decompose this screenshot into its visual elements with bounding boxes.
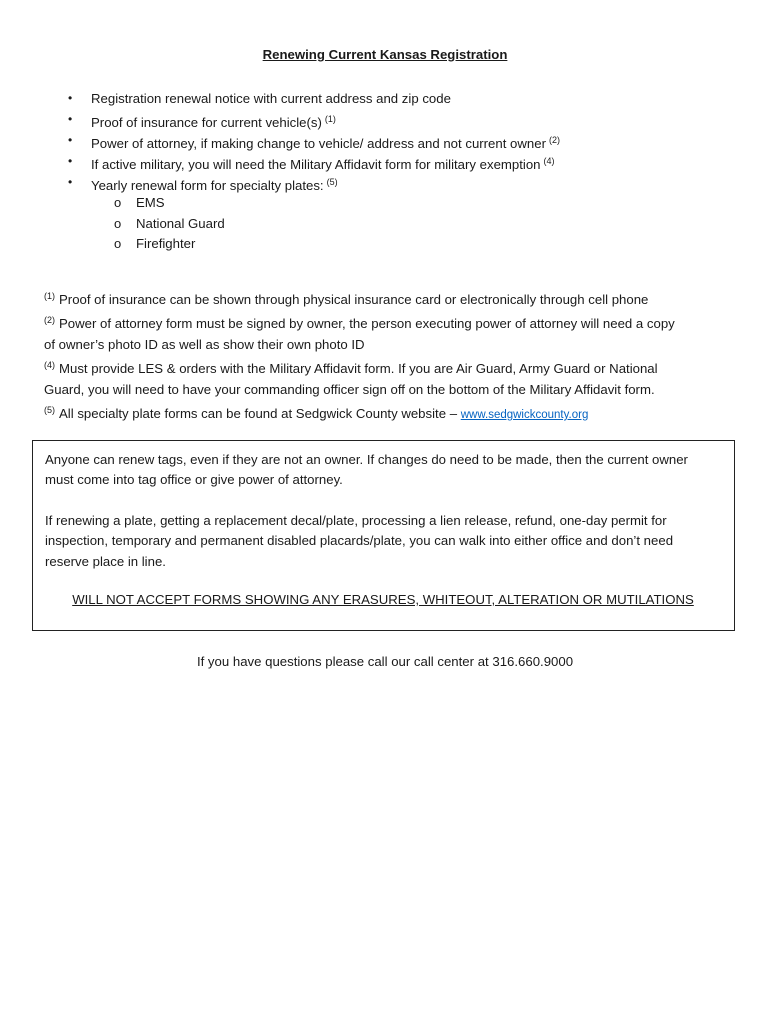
forms-warning: WILL NOT ACCEPT FORMS SHOWING ANY ERASURES, WHITEOUT, ALTERATION OR MUTILATIONS xyxy=(72,592,694,607)
info-line: Anyone can renew tags, even if they are not an owner. If changes do need to be made, then the current owner xyxy=(45,452,688,467)
footnotes xyxy=(44,286,734,425)
footnote-mark: (4) xyxy=(44,360,55,371)
requirement-text: Power of attorney, if making change to vehicle/ address and not current owner xyxy=(91,136,546,151)
bullet-icon: • xyxy=(68,175,73,189)
footnote-5 xyxy=(44,400,734,425)
info-paragraph-walkin xyxy=(45,511,730,572)
footnote-mark: (2) xyxy=(44,315,55,326)
bullet-icon: • xyxy=(68,112,73,126)
requirement-text: Proof of insurance for current vehicle(s) xyxy=(91,115,322,130)
list-item xyxy=(68,109,560,130)
requirement-text: Registration renewal notice with current address and zip code xyxy=(91,91,451,106)
list-item xyxy=(68,88,560,109)
footnote-1 xyxy=(44,286,734,310)
footnote-4-continued: Guard, you will need to have your commanding officer sign off on the bottom of the Military Affidavit form. xyxy=(44,381,655,397)
footnote-2 xyxy=(44,310,734,334)
footnote-text: Must provide LES & orders with the Military Affidavit form. If you are Air Guard, Army Guard or National xyxy=(59,361,658,377)
circle-bullet-icon: o xyxy=(114,195,122,210)
footnote-text: Power of attorney form must be signed by owner, the person executing power of attorney will need a copy xyxy=(59,316,675,332)
footnote-mark: (5) xyxy=(44,405,55,416)
list-item xyxy=(68,234,560,255)
footnote-ref: (5) xyxy=(326,177,338,187)
specialty-plates-list xyxy=(68,193,560,255)
plate-type: Firefighter xyxy=(136,236,196,251)
footnote-ref: (1) xyxy=(324,114,336,124)
info-line: reserve place in line. xyxy=(45,553,166,569)
bullet-icon: • xyxy=(68,133,73,147)
info-paragraph-owner xyxy=(45,450,730,491)
contact-line: If you have questions please call our call center at 316.660.9000 xyxy=(196,654,574,669)
bullet-icon: • xyxy=(68,154,73,168)
list-item xyxy=(68,214,560,235)
list-item xyxy=(68,151,560,172)
info-line: inspection, temporary and permanent disabled placards/plate, you can walk into either office and don’t need xyxy=(45,533,674,549)
footnote-text: All specialty plate forms can be found at Sedgwick County website – xyxy=(59,406,458,422)
footnote-2-continued: of owner’s photo ID as well as show their own photo ID xyxy=(44,336,365,352)
plate-type: EMS xyxy=(136,195,165,210)
bullet-icon: • xyxy=(68,91,73,105)
list-item xyxy=(68,172,560,193)
footnote-ref: (4) xyxy=(543,156,555,166)
footnote-text: Proof of insurance can be shown through physical insurance card or electronically through cell phone xyxy=(59,292,649,307)
requirement-text: Yearly renewal form for specialty plates: xyxy=(91,178,324,193)
requirement-text: If active military, you will need the Military Affidavit form for military exemption xyxy=(91,157,541,172)
requirements-list xyxy=(68,88,560,255)
footnote-ref: (2) xyxy=(548,135,560,145)
circle-bullet-icon: o xyxy=(114,236,122,251)
info-box xyxy=(32,440,735,631)
circle-bullet-icon: o xyxy=(114,215,122,231)
info-line: If renewing a plate, getting a replacement decal/plate, processing a lien release, refund, one-day permit for xyxy=(45,513,667,528)
sedgwick-county-link[interactable]: www.sedgwickcounty.org xyxy=(460,409,589,422)
footnote-mark: (1) xyxy=(44,291,55,301)
page-title: Renewing Current Kansas Registration xyxy=(262,47,508,62)
info-line: must come into tag office or give power of attorney. xyxy=(45,472,343,488)
list-item xyxy=(68,130,560,151)
list-item xyxy=(68,193,560,214)
footnote-4 xyxy=(44,355,734,379)
plate-type: National Guard xyxy=(136,215,225,231)
